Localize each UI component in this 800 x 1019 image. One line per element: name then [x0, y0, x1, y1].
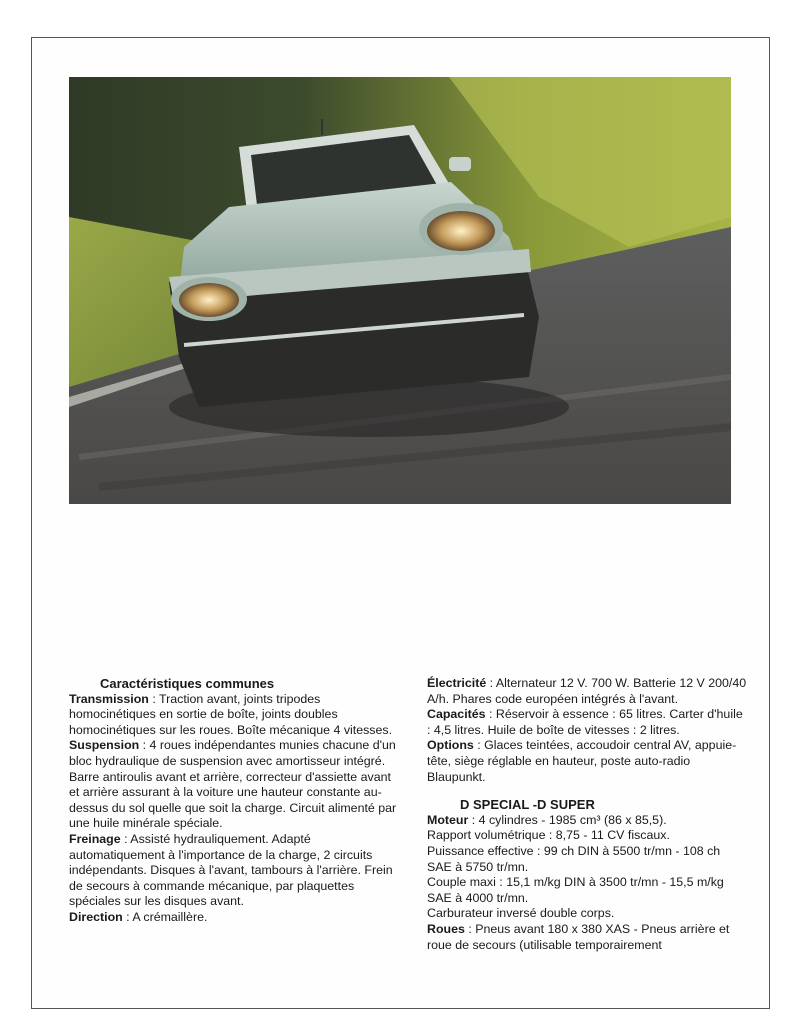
spec-compression-ratio: Rapport volumétrique : 8,75 - 11 CV fiscaux.: [427, 828, 670, 843]
spec-wheels: Roues : Pneus avant 180 x 380 XAS - Pneus arrière et roue de secours (utilisable temporairement: [427, 921, 730, 952]
spec-torque: Couple maxi : 15,1 m/kg DIN à 3500 tr/mn - 15,5 m/kg SAE à 4000 tr/mn.: [427, 875, 724, 905]
spec-electrical: Électricité : Alternateur 12 V. 700 W. Batterie 12 V 200/40 A/h. Phares code européen intégrés à l'avant.: [427, 676, 747, 706]
spec-options: Options : Glaces teintées, accoudoir central AV, appuie-tête, siège réglable en hauteur, poste auto-radio Blaupunkt.: [427, 738, 737, 784]
spec-steering: Direction : A crémaillère.: [69, 909, 208, 924]
left-specs-column: [69, 676, 399, 926]
spec-suspension: Suspension : 4 roues indépendantes munies chacune d'un bloc hydraulique de suspension avec amortisseur intégré. Barre antiroulis avant et arrière, correcteur d'assiette avant et arrière assurant à la voiture une hauteur constante au-dessus du sol quelle que soit la charge. Circuit alimenté par une huile minérale spéciale.: [69, 738, 397, 831]
spec-engine: Moteur : 4 cylindres - 1985 cm³ (86 x 85,5).: [427, 812, 667, 827]
model-heading: D SPECIAL -D SUPER: [460, 797, 595, 813]
spec-power: Puissance effective : 99 ch DIN à 5500 tr/mn - 108 ch SAE à 5750 tr/mn.: [427, 843, 721, 874]
spec-carburettor: Carburateur inversé double corps.: [427, 906, 615, 921]
common-features-heading: Caractéristiques communes: [100, 676, 275, 691]
spec-braking: Freinage : Assisté hydrauliquement. Adapté automatiquement à l'importance de la charge, 2 circuits indépendants. Disques à l'avant, tambours à l'arrière. Frein de secours à commande mécanique, par plaquettes spéciales sur les disques avant.: [69, 831, 393, 909]
spec-transmission: Transmission : Traction avant, joints tripodes homocinétiques en sortie de boîte, joints doubles homocinétiques sur les roues. Boîte mécanique 4 vitesses.: [69, 691, 393, 737]
car-photo: [69, 77, 731, 504]
right-specs-column: [427, 676, 747, 953]
spec-capacities: Capacités : Réservoir à essence : 65 litres. Carter d'huile : 4,5 litres. Huile de boîte de vitesses : 2 litres.: [427, 707, 743, 737]
